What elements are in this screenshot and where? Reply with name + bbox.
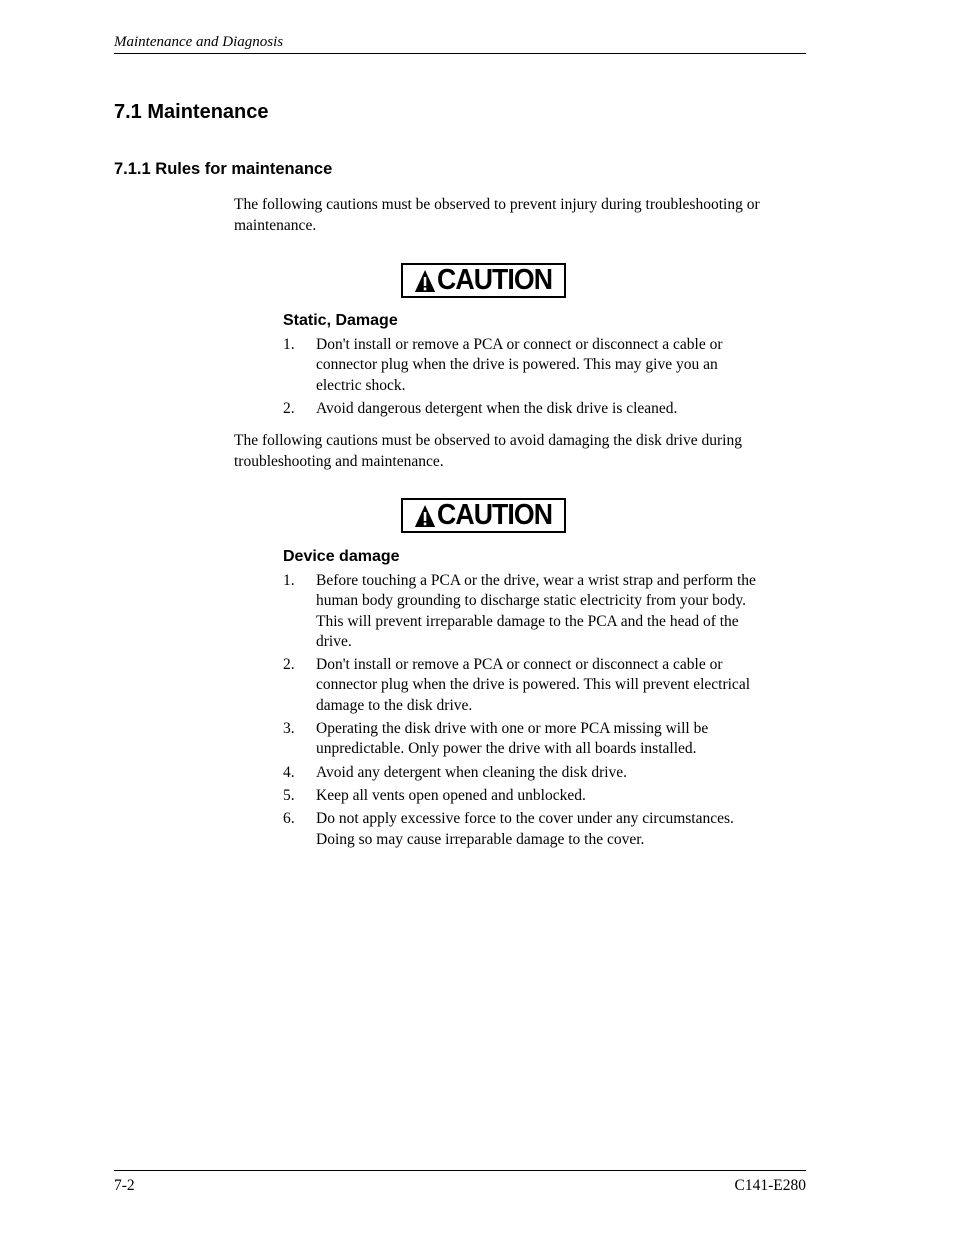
list-item: 2. Don't install or remove a PCA or connect or disconnect a cable or connector plug when the drive is powered. This will prevent electrical damage to the disk drive. <box>283 656 750 714</box>
page-footer <box>114 1170 806 1196</box>
list-item: 2. Avoid dangerous detergent when the disk drive is cleaned. <box>283 399 678 417</box>
list-item: 6. Do not apply excessive force to the cover under any circumstances. Doing so may cause irreparable damage to the cover. <box>283 810 734 848</box>
list-item: 3. Operating the disk drive with one or more PCA missing will be unpredictable. Only power the drive with all boards installed. <box>283 720 709 758</box>
subsection-title: 7.1.1 Rules for maintenance <box>114 160 333 178</box>
device-damage-list <box>283 571 763 853</box>
list-item: 1. Don't install or remove a PCA or connect or disconnect a cable or connector plug when the drive is powered. This may give you an electric shock. <box>283 336 723 394</box>
static-damage-heading: Static, Damage <box>283 312 398 329</box>
running-header <box>114 33 806 54</box>
intro-injury-paragraph: The following cautions must be observed to prevent injury during troubleshooting or maintenance. <box>234 196 760 234</box>
page-number: 7-2 <box>114 1177 135 1194</box>
list-item: 4. Avoid any detergent when cleaning the disk drive. <box>283 763 628 781</box>
static-damage-list <box>283 335 763 422</box>
warning-triangle-icon <box>414 269 436 293</box>
intro-damage-paragraph: The following cautions must be observed to avoid damaging the disk drive during troubleshooting and maintenance. <box>234 432 742 470</box>
document-code: C141-E280 <box>734 1177 806 1194</box>
caution-label: CAUTION <box>437 499 553 531</box>
warning-triangle-icon <box>414 504 436 528</box>
section-title: 7.1 Maintenance <box>114 101 269 123</box>
running-title: Maintenance and Diagnosis <box>114 34 284 50</box>
list-item: 1. Before touching a PCA or the drive, wear a wrist strap and perform the human body grounding to discharge static electricity from your body. This will prevent irreparable damage to the PCA and the head of the drive. <box>283 572 756 650</box>
device-damage-heading: Device damage <box>283 548 400 565</box>
caution-banner-1 <box>401 263 566 298</box>
list-item: 5. Keep all vents open opened and unblocked. <box>283 786 586 804</box>
caution-banner-2 <box>401 498 566 533</box>
caution-label: CAUTION <box>437 264 553 296</box>
